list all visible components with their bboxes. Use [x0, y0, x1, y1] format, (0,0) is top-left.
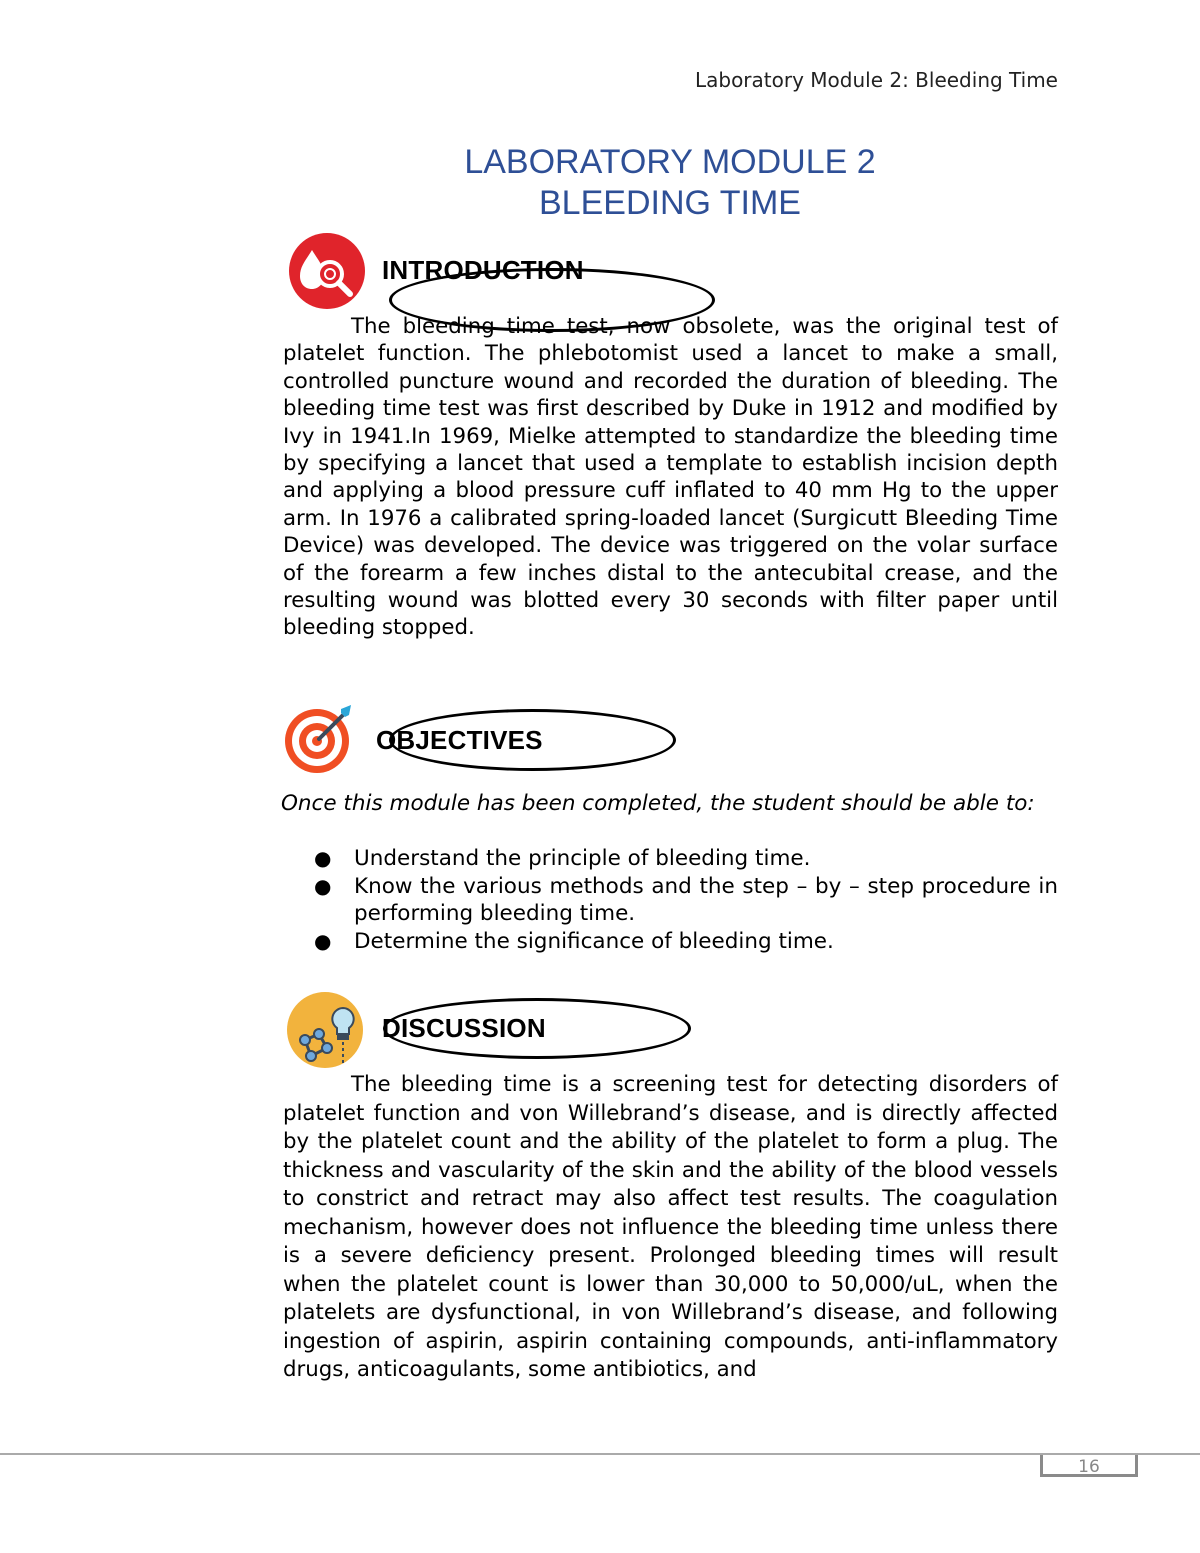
objective-item: ● Know the various methods and the step – by – step procedure in performing bleeding time. [314, 873, 1058, 926]
discussion-body: The bleeding time is a screening test for detecting disorders of platelet function and von Willebrand’s disease, and is directly affected by the platelet count and the ability of the platelet to form a plug. The thickness and vascularity of the skin and the ability of the blood vessels to constrict and retract may also affect test results. The coagulation mechanism, however does not influence the bleeding time unless there is a severe deficiency present. Prolonged bleeding times will result when the platelet count is lower than 30,000 to 50,000/uL, when the platelets are dysfunctional, in von Willebrand’s disease, and following ingestion of aspirin, aspirin containing compounds, anti-inflammatory drugs, anticoagulants, some antibiotics, and [283, 1072, 1058, 1382]
introduction-body: The bleeding time test, now obsolete, was the original test of platelet function. The phlebotomist used a lancet to make a small, controlled puncture wound and recorded the duration of bleeding. The bleeding time test was first described by Duke in 1912 and modified by Ivy in 1941.In 1969, Mielke attempted to standardize the bleeding time by specifying a lancet that used a template to establish incision depth and applying a blood pressure cuff inflated to 40 mm Hg to the upper arm. In 1976 a calibrated spring-loaded lancet (Surgicutt Bleeding Time Device) was developed. The device was triggered on the volar surface of the forearm a few inches distal to the antecubital crease, and the resulting wound was blotted every 30 seconds with filter paper until bleeding stopped. [283, 314, 1058, 641]
objective-item: ● Determine the significance of bleeding time. [314, 928, 834, 954]
discussion-paragraph [283, 1071, 1058, 1385]
objectives-heading: OBJECTIVES [376, 725, 543, 755]
discussion-heading: DISCUSSION [382, 1013, 546, 1043]
objectives-list [283, 845, 1058, 955]
footer-rule [0, 1453, 1200, 1455]
lightbulb-molecule-icon [285, 990, 365, 1070]
title-line-2: BLEEDING TIME [539, 184, 801, 222]
bullet-icon: ● [314, 873, 332, 898]
introduction-paragraph [283, 313, 1058, 642]
bullet-icon: ● [314, 846, 332, 870]
objective-item: ● Understand the principle of bleeding time. [314, 846, 811, 871]
page-number: 16 [1078, 1457, 1100, 1477]
bullet-icon: ● [314, 928, 332, 953]
running-header: Laboratory Module 2: Bleeding Time [694, 68, 1058, 92]
title-line-1: LABORATORY MODULE 2 [464, 143, 876, 181]
introduction-heading: INTRODUCTION [382, 255, 584, 285]
blood-drop-magnifier-icon [288, 232, 366, 310]
objectives-intro: Once this module has been completed, the student should be able to: [281, 791, 1035, 816]
target-arrow-icon [283, 703, 355, 775]
